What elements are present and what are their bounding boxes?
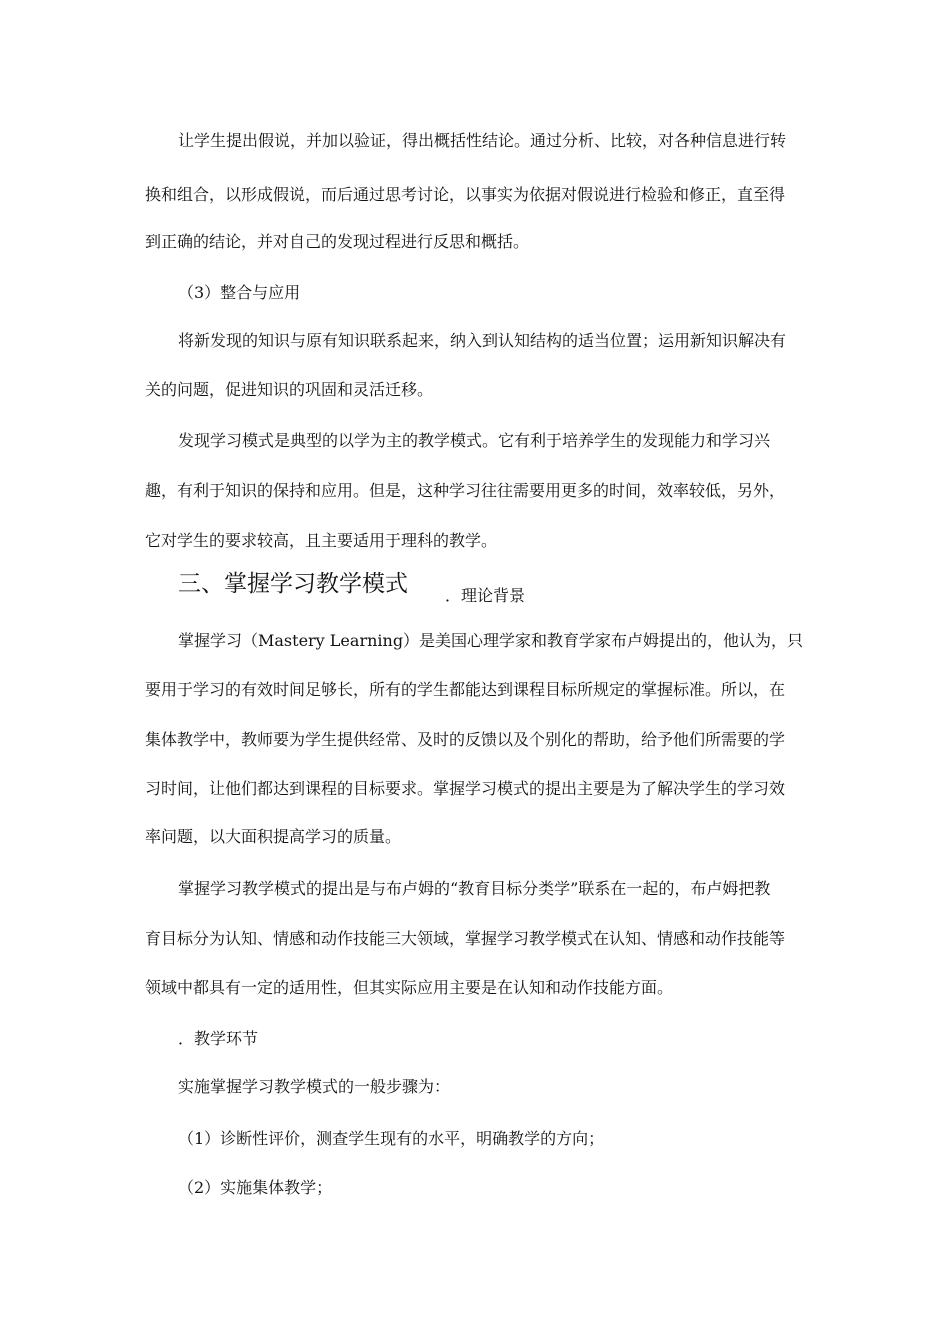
paragraph-line: 集体教学中，教师要为学生提供经常、及时的反馈以及个别化的帮助，给予他们所需要的学 <box>145 730 786 749</box>
paragraph-line: 趣，有利于知识的保持和应用。但是，这种学习往往需要用更多的时间，效率较低，另外， <box>145 481 786 500</box>
paragraph-line: 育目标分为认知、情感和动作技能三大领域，掌握学习教学模式在认知、情感和动作技能等 <box>145 929 786 948</box>
list-item: （1）诊断性评价，测查学生现有的水平，明确教学的方向； <box>178 1129 605 1148</box>
paragraph-line: 发现学习模式是典型的以学为主的教学模式。它有利于培养学生的发现能力和学习兴 <box>178 431 771 450</box>
section-heading: 三、掌握学习教学模式 <box>178 571 408 597</box>
paragraph-line: 掌握学习（Mastery Learning）是美国心理学家和教育学家布卢姆提出的，他认为，只 <box>178 631 804 650</box>
paragraph-line: 要用于学习的有效时间足够长，所有的学生都能达到课程目标所规定的掌握标准。所以，在 <box>145 680 786 699</box>
paragraph-line: 掌握学习教学模式的提出是与布卢姆的“教育目标分类学”联系在一起的，布卢姆把教 <box>178 879 771 898</box>
paragraph-line: 它对学生的要求较高，且主要适用于理科的教学。 <box>145 531 498 550</box>
section-subheading: ．理论背景 <box>445 586 526 605</box>
paragraph-line: 到正确的结论，并对自己的发现过程进行反思和概括。 <box>145 232 530 251</box>
paragraph-line: 换和组合，以形成假说，而后通过思考讨论，以事实为依据对假说进行检验和修正，直至得 <box>145 185 786 204</box>
subsection-heading: ．教学环节 <box>178 1029 259 1048</box>
paragraph-line: 率问题，以大面积提高学习的质量。 <box>145 827 402 846</box>
paragraph-line: 实施掌握学习教学模式的一般步骤为： <box>178 1077 451 1096</box>
paragraph-line: 领域中都具有一定的适用性，但其实际应用主要是在认知和动作技能方面。 <box>145 978 674 997</box>
paragraph-line: 将新发现的知识与原有知识联系起来，纳入到认知结构的适当位置；运用新知识解决有 <box>178 331 787 350</box>
paragraph-line: 让学生提出假说，并加以验证，得出概括性结论。通过分析、比较，对各种信息进行转 <box>178 131 787 150</box>
list-item-heading: （3）整合与应用 <box>178 283 301 302</box>
paragraph-line: 关的问题，促进知识的巩固和灵活迁移。 <box>145 380 434 399</box>
list-item: （2）实施集体教学； <box>178 1178 333 1197</box>
paragraph-line: 习时间，让他们都达到课程的目标要求。掌握学习模式的提出主要是为了解决学生的学习效 <box>145 779 786 798</box>
